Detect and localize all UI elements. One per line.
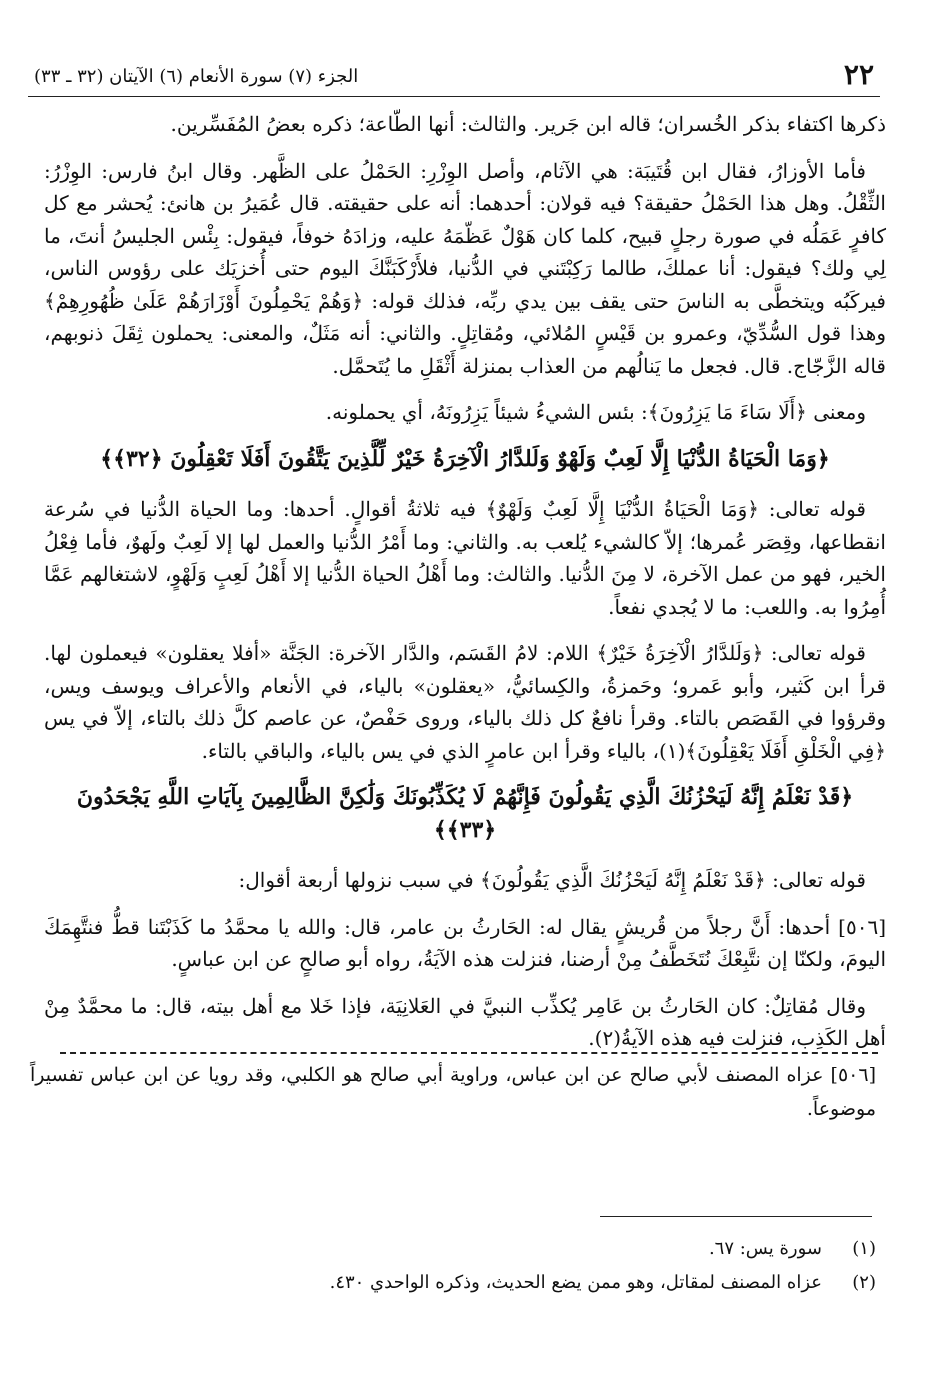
hadith-note: [٥٠٦] عزاه المصنف لأبي صالح عن ابن عباس، وراوية أبي صالح هو الكلبي، وقد رويا عن ابن عباس تفسيراً موضوعاً. [30, 1064, 876, 1120]
footnote [60, 1266, 876, 1300]
paragraph: قوله تعالى: ﴿قَدْ نَعْلَمُ إِنَّهُ لَيَحْزُنُكَ الَّذِي يَقُولُونَ﴾ في سبب نزولها أربعة أقوال: [238, 868, 866, 892]
page-number: ٢٢ [843, 58, 874, 91]
paragraph: قوله تعالى: ﴿وَمَا الْحَيَاةُ الدُّنْيَا إِلَّا لَعِبٌ وَلَهْوٌ﴾ فيه ثلاثةُ أقوالٍ. أحدها: وما الحياة الدُّنيا في سُرعة انقطاعها، وقِصَر عُمرها؛ إلاّ كالشيء يُلعب به. والثاني: وما أَمْرُ الدُّنيا والعمل لها إلا لَعِبٌ ولَهوٌ، فأما فِعْلُ الخير، فهو من عمل الآخرة، لا مِنَ الدُّنيا. والثالث: وما أَهْلُ الحياة الدُّنيا إلا أَهْلُ لَعِبٍ وَلَهْوٍ، لاشتغالهم عَمَّا أُمِرُوا به. واللعب: ما لا يُجدي نفعاً. [44, 497, 886, 619]
paragraph: وقال مُقاتِلٌ: كان الحَارثُ بن عَامِر يُكذِّب النبيَّ في العَلانِيَة، فإذا خَلا مع أهل بيته، قال: ما محمَّدٌ مِنْ أهل الكَذِب، فنزلت فيه هذه الآيةُ(٢). [44, 993, 886, 1050]
footnote [60, 1232, 876, 1266]
footnote-divider [600, 1216, 872, 1217]
paragraph: [٥٠٦] أحدها: أَنَّ رجلاً من قُريشٍ يقال له: الحَارثُ بن عامر، قال: والله يا محمَّدُ ما كَذَبْتَنا قطُّ فنتَّهِمَكَ اليومَ، ولكنّا إن نتَّبِعْكَ نُتَخَطَّفُ مِنْ أرضنا، فنزلت هذه الآيَةُ، رواه أبو صالحٍ عن ابن عباسٍ. [44, 914, 886, 971]
footnote-number: (١) [852, 1238, 876, 1259]
paragraph: قوله تعالى: ﴿وَلَلدَّارُ الْآخِرَةُ خَيْرٌ﴾ اللام: لامُ القَسَم، والدَّار الآخرة: الجَنَّة «أفلا يعقلون» فيعملون لها. قرأ ابن كَثير، وأبو عَمرو؛ وحَمزةُ، والكِسائيُّ، «يعقلون» بالياء، في الأنعام والأعراف ويوسف ويس، وقرؤوا في القَصَص بالتاء. وقرأ نافعٌ كل ذلك بالياء، وروى حَفْصٌ، عن عاصم كلَّ ذلك بالتاء، إلاّ في يس ﴿فِي الْخَلْقِ أَفَلَا يَعْقِلُونَ﴾(١)، بالياء وقرأ ابن عامرٍ الذي في يس بالياء، والباقي بالتاء. [44, 641, 886, 763]
quran-verse: ﴿قَدْ نَعْلَمُ إِنَّهُ لَيَحْزُنُكَ الَّذِي يَقُولُونَ فَإِنَّهُمْ لَا يُكَذِّبُونَكَ وَلَٰكِنَّ الظَّالِمِينَ بِآيَاتِ اللَّهِ يَجْحَدُونَ ﴿٣٣﴾﴾ [76, 784, 854, 843]
paragraph: ذكرها اكتفاء بذكر الخُسران؛ قاله ابن جَرير. والثالث: أنها الطّاعة؛ ذكره بعضُ المُفَسِّرين. [170, 112, 886, 136]
dashed-divider [60, 1052, 878, 1054]
footnote-number: (٢) [852, 1272, 876, 1293]
running-head: الجزء (٧) سورة الأنعام (٦) الآيتان (٣٢ ـ ٣٣) [34, 66, 359, 87]
quran-verse: ﴿وَمَا الْحَيَاةُ الدُّنْيَا إِلَّا لَعِبٌ وَلَهْوٌ وَلَلدَّارُ الْآخِرَةُ خَيْرٌ لِّلَّذِينَ يَتَّقُونَ أَفَلَا تَعْقِلُونَ ﴿٣٢﴾﴾ [100, 445, 830, 472]
paragraph: ومعنى ﴿أَلَا سَاءَ مَا يَزِرُونَ﴾: بئس الشيءُ شيئاً يَزِرُونَهُ، أي يحملونه. [325, 400, 866, 424]
footnote-text: عزاه المصنف لمقاتل، وهو ممن يضع الحديث، وذكره الواحدي ٤٣٠. [329, 1272, 822, 1293]
footnotes [60, 1232, 876, 1300]
paragraph: فأما الأوزارُ، فقال ابن قُتَيبَة: هي الآثام، وأصل الوِزْرِ: الحَمْلُ على الظَّهر. وقال ابنُ فارس: الوِزْرُ: الثِّقْلُ. وهل هذا الحَمْلُ حقيقة؟ فيه قولان: أحدهما: أنه على حقيقته. قال عُمَيرُ بن هانئ: يُحشر مع كل كافرٍ عَمَلُه في صورة رجلٍ قبيح، كلما كان هَوْلٌ عَظّمَهُ عليه، وزادَهُ خوفاً، فيقول: بِئْس الجليسُ أنتَ، ما لِي ولك؟ فيقول: أنا عملكَ، طالما رَكِبْتَني في الدُّنيا، فلأَرْكَبَنَّكَ اليوم حتى أُخزيَك على رؤوس الناس، فيركَبُه ويتخطَّى به الناسَ حتى يقف بين يدي ربِّه، فذلك قوله: ﴿وَهُمْ يَحْمِلُونَ أَوْزَارَهُمْ عَلَىٰ ظُهُورِهِمْ﴾ وهذا قول السُّدِّيّ، وعمرو بن قَيْسٍ المُلائي، ومُقاتِلٍ. والثاني: أنه مَثَلٌ، والمعنى: يحملون ثِقَلَ ذنوبهم، قاله الزَّجّاج. قال. فجعل ما يَنالُهم من العذاب بمنزلة أَثْقَلِ ما يُتَحمَّل. [44, 158, 886, 378]
footnote-text: سورة يس: ٦٧. [708, 1238, 822, 1259]
main-text [44, 108, 886, 1069]
page-header [28, 56, 880, 97]
